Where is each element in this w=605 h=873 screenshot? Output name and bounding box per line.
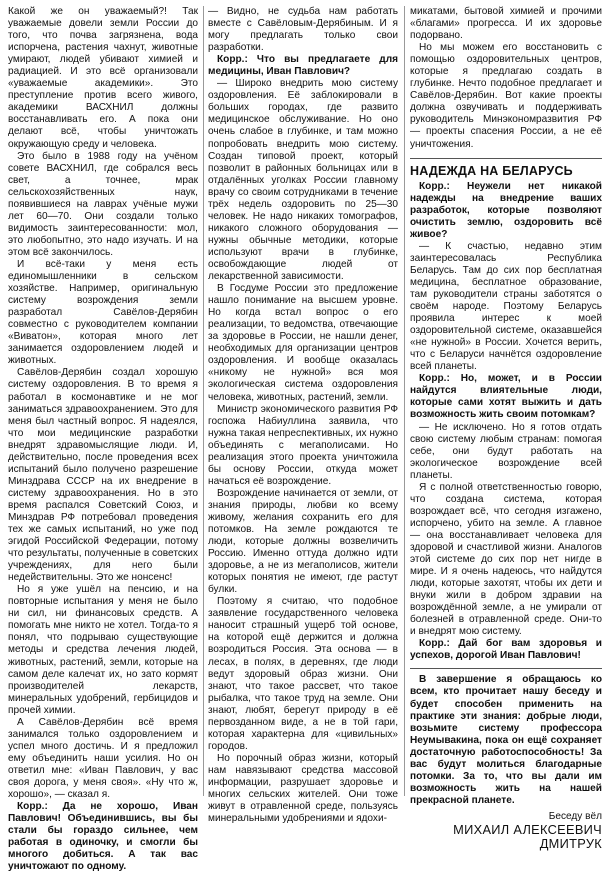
column-divider [404,6,405,796]
paragraph: — Широко внедрить мою систему оздоровления. Её заблокировали в больших городах, где развито медицинское обслуживание. Но оно очень слабое в глубинке, и там можно попробовать внедрить мою систему. Создан типовой проект, который позволит в районных больницах или в отдалённых уголках России главному врачу со своим сотрудниками в течение трёх недель оздоровить по 25—30 человек. Не надо никаких томографов, никакого сложного оборудования — нужны обычные методики, которые используют врачи в глубинке, освобождающие людей от лекарственной зависимости. [208,78,398,283]
paragraph: Но я уже ушёл на пенсию, и на повторные испытания у меня не было ни сил, ни финансовых средств. А помогать мне никто не хотел. Тогда-то я понял, что подрываю существующие методы и средства лечения людей, животных, растений, земли, которые на самом деле калечат их, но зато кормят производителей лекарств, минеральных удобрений, гербицидов и прочей химии. [8,584,198,716]
paragraph: А Савёлов-Дерябин всё время занимался только оздоровлением и успел много достичь. И я предложил ему объединить наши усилия. Но он ответил мне: «Иван Павлович, у вас своя дорога, у меня своя». «Ну что ж, хорошо», — сказал я. [8,716,198,801]
paragraph: микатами, бытовой химией и прочими «благами» прогресса. И их здоровье подорвано. [410,6,602,42]
paragraph: Савёлов-Дерябин создал хорошую систему оздоровления. В то время я работал в космонавтике и не мог заниматься здравоохранением. Это для меня был частный вопрос. Я надеялся, что мои медицинские разработки внедрят здравомыслящие люди. И, действительно, после проведения всех испытаний было получено разрешение Минздрава СССР на их внедрение в систему здравоохранения. Но в это время распался Советский Союз, и Минздрав РФ потребовал проведения тех же самых испытаний, но уже под эгидой Российской Федерации, потому что результаты, полученные в советских учреждениях, для него были недействительны. Это же нонсенс! [8,367,198,584]
column-divider [203,6,204,796]
paragraph: — К счастью, недавно этим заинтересовалась Республика Беларусь. Там до сих пор бесплатная медицина, бесплатное образование, там руководители страны заботятся о своём народе. Поэтому Беларусь проявила интерес к моей оздоровительной системе, оказавшейся «не нужной» в России. Хочется верить, что с Беларуси начнётся оздоровление всей планеты. [410,240,602,373]
paragraph: В Госдуме России это предложение нашло понимание на высшем уровне. Но когда встал вопрос о его реализации, то ведомства, отвечающие за здоровье в России, не нашли денег, необходимых для организации центров оздоровления. И вообще оказалась «никому не нужной» вся моя экологическая система оздоровления человека, животных, растений, земли. [208,283,398,403]
closing-appeal: В завершение я обращаюсь ко всем, кто прочитает нашу беседу и будет способен применить на практике эти знания: добрые люди, возьмите систему профессора Неумывакина, пока он ещё сохраняет достаточную работоспособность! За вас будут молиться благодарные потомки. За то, что вы дали им возможность жить на нашей прекрасной планете. [410,674,602,806]
interviewer-label: Беседу вёл [548,810,602,822]
paragraph: И всё-таки у меня есть единомышленники в сельском хозяйстве. Например, оригинальную систему возрождения земли разработал Савёлов-Дерябин совместно с руководителем компании «Виватон», которая много лет занимается оздоровлением людей и животных. [8,258,198,367]
interviewer-surname: ДМИТРУК [539,835,602,851]
correspondent-question: Корр.: Но, может, и в России найдутся влиятельные люди, которые сами хотят выжить и дать возможность жить своим потомкам? [410,373,602,421]
paragraph: Возрождение начинается от земли, от знания природы, любви ко всему живому, желания сохранить его для потомков. На земле рождаются те люди, которые должны возвеличить Россию. Именно оттуда должно идти здоровье, а не из мегаполисов, жители которых понятия не имеют, где растут булки. [208,487,398,596]
column-2 [208,6,398,825]
paragraph: Поэтому я считаю, что подобное заявление государственного человека наносит страшный ущерб той основе, на которой ещё держится и должна возродиться Россия. Эта основа — в лесах, в полях, в деревнях, где люди ведут здоровый образ жизни. Они знают, что такое рассвет, что такое рыбалка, что такое труд на земле. Они знают, любят, берегут природу в её первозданном виде, а не в той гари, которая характерна для «цивильных» городов. [208,596,398,752]
column-1 [8,6,198,873]
paragraph: — Видно, не судьба нам работать вместе с Савёловым-Дерябиным. И я могу предлагать только свои разработки. [208,6,398,54]
paragraph: Это было в 1988 году на учёном совете ВАСХНИЛ, где собрался весь свет, а точнее, мрак сельскохозяйственных наук, появившиеся на лаврах учёные мужи лет 60—70. Они создали только видимость заинтересованности: мол, это любопытно, это надо изучать. И на этом всё закончилось. [8,150,198,258]
paragraph: — Не исключено. Но я готов отдать свою систему любым странам: помогая себе, они будут работать на экологическое возрождение всей планеты. [410,421,602,481]
correspondent-question: Корр.: Неужели нет никакой надежды на внедрение ваших разработок, которые позволяют очистить землю, оздоровить всё живое? [410,180,602,240]
column-3 [410,6,602,851]
paragraph: Министр экономического развития РФ госпожа Набиуллина заявила, что нужна такая непреспективных, их нужно объединять с мегаполисами. Но реализация этого проекта уничтожила бы основу России, откуда может начаться её возрождение. [208,403,398,487]
section-heading: НАДЕЖДА НА БЕЛАРУСЬ [410,158,602,178]
newspaper-page [8,6,602,873]
paragraph: Но мы можем его восстановить с помощью оздоровительных центров, которые я предлагаю создать в глубинке. Нечто подобное предлагает и Савёлов-Дерябин. Вот какие проекты должна озвучивать и поддерживать руководитель Минэкономразвития РФ — проекты спасения России, а не её уничтожения. [410,42,602,150]
paragraph: Но порочный образ жизни, который нам навязывают средства массовой информации, разрушает здоровье и многих сельских жителей. Они тоже живут в отравленной среде, пользуясь минеральными удобрениями и ядохи- [208,752,398,825]
paragraph: Какой же он уважаемый?! Так уважаемые довели земли России до того, что почва загрязнена, вода испорчена, растения чахнут, животные умирают, людей убивают химией и радиацией. И это всё организовали «уважаемые академики». Это преступление против всего живого, академики ВАСХНИЛ должны восстанавливать его. А пока они делают всё, чтобы уничтожать окружающую среду и человека. [8,6,198,150]
interviewer-name: МИХАИЛ АЛЕКСЕЕВИЧ [453,821,602,837]
correspondent-question: Корр.: Что вы предлагаете для медицины, Иван Павлович? [208,54,398,78]
paragraph: Я с полной ответственностью говорю, что создана система, которая возрождает всё, что сегодня изгажено, испорчено, убито на земле. А главное — она восстанавливает человека для здоровой и счастливой жизни. Аналогов этой системе до сих пор нет нигде в мире. И я очень надеюсь, что найдутся люди, которые захотят, чтобы их дети и внуки жили в добром здравии на возрождённой земле, а не умирали от болезней в отравленной среде. Они-то и внедрят мою систему. [410,481,602,638]
section-rule [410,668,602,669]
correspondent-question: Корр.: Да не хорошо, Иван Павлович! Объединившись, вы бы стали бы гораздо сильнее, чем работая в одиночку, и смогли бы многого добиться. А так вас уничтожают по одному. [8,801,198,873]
correspondent-question: Корр.: Дай бог вам здоровья и успехов, дорогой Иван Павлович! [410,638,602,662]
